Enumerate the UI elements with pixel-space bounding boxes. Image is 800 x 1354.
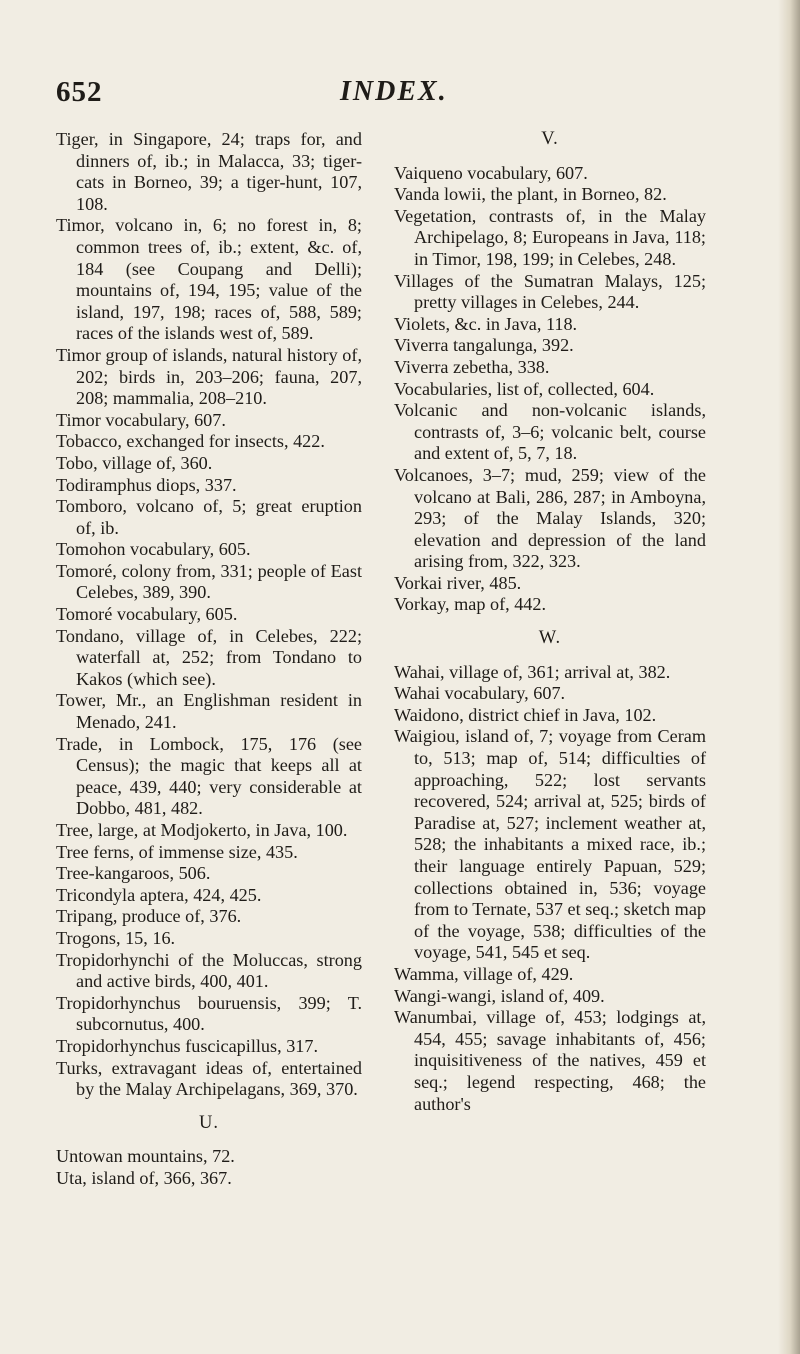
index-entry: Timor vocabulary, 607.	[56, 409, 226, 430]
page-number: 652	[56, 76, 103, 108]
index-entry: Wangi-wangi, island of, 409.	[394, 985, 605, 1006]
index-entry: Tomohon vocabulary, 605.	[56, 539, 251, 560]
index-entry: Timor group of islands, natural history of, 202; birds in, 203–206; fauna, 207, 208; mammalia, 208–210.	[56, 344, 362, 409]
index-entry: Wahai, village of, 361; arrival at, 382.	[394, 661, 671, 682]
page-edge-shadow	[778, 0, 800, 1354]
index-entry: Tricondyla aptera, 424, 425.	[56, 884, 262, 905]
index-entry: Viverra tangalunga, 392.	[394, 335, 574, 356]
right-column	[394, 129, 706, 1115]
index-entry: Tiger, in Singapore, 24; traps for, and dinners of, ib.; in Malacca, 33; tiger-cats in Borneo, 39; a tiger-hunt, 107, 108.	[56, 129, 362, 214]
index-entry: Vorkay, map of, 442.	[394, 594, 547, 615]
index-entry: Tomoré vocabulary, 605.	[56, 604, 238, 625]
index-entry: Waidono, district chief in Java, 102.	[394, 704, 657, 725]
section-heading-w: W.	[538, 628, 562, 649]
index-entry: Tobacco, exchanged for insects, 422.	[56, 431, 325, 452]
index-entry: Vorkai river, 485.	[394, 572, 522, 593]
index-entry: Vocabularies, list of, collected, 604.	[394, 378, 655, 399]
index-entry: Timor, volcano in, 6; no forest in, 8; common trees of, ib.; extent, &c. of, 184 (see Coupang and Delli); mountains of, 194, 195; value of the island, 197, 198; races of, 588, 589; races of the islands west of, 589.	[56, 215, 362, 344]
index-entry: Tomboro, volcano of, 5; great eruption of, ib.	[56, 496, 362, 538]
index-entry: Wahai vocabulary, 607.	[394, 683, 566, 704]
index-entry: Volcanoes, 3–7; mud, 259; view of the volcano at Bali, 286, 287; in Amboyna, 293; of the Malay Islands, 320; elevation and depression of the land arising from, 322, 323.	[394, 464, 706, 572]
running-title: INDEX.	[340, 76, 448, 107]
index-entry: Tripang, produce of, 376.	[56, 906, 242, 927]
index-entry: Vaiqueno vocabulary, 607.	[394, 162, 588, 183]
index-entry: Wamma, village of, 429.	[394, 963, 574, 984]
index-entry: Wanumbai, village of, 453; lodgings at, 454, 455; savage inhabitants of, 456; inquisitiveness of the natives, 459 et seq.; legend respecting, 468; the author's	[394, 1007, 706, 1114]
index-entry: Vegetation, contrasts of, in the Malay Archipelago, 8; Europeans in Java, 118; in Timor, 198, 199; in Celebes, 248.	[394, 205, 706, 269]
index-entry: Volcanic and non-volcanic islands, contrasts of, 3–6; volcanic belt, course and extent of, 5, 7, 18.	[394, 400, 706, 464]
index-entry: Tree ferns, of immense size, 435.	[56, 841, 298, 862]
index-entry: Todiramphus diops, 337.	[56, 474, 237, 495]
index-entry: Uta, island of, 366, 367.	[56, 1167, 232, 1188]
index-entry: Tobo, village of, 360.	[56, 452, 213, 473]
index-entry: Viverra zebetha, 338.	[394, 356, 550, 377]
index-entry: Tropidorhynchus bouruensis, 399; T. subcornutus, 400.	[56, 992, 362, 1035]
index-entry: Trade, in Lombock, 175, 176 (see Census); the magic that keeps all at peace, 439, 440; very considerable at Dobbo, 481, 482.	[56, 733, 362, 819]
index-entry: Tree-kangaroos, 506.	[56, 863, 211, 884]
index-entry: Waigiou, island of, 7; voyage from Ceram to, 513; map of, 514; difficulties of approaching, 522; lost servants recovered, 524; arrival at, 525; birds of Paradise at, 527; inclement weather at, 528; the inhabitants a mixed race, ib.; their language entirely Papuan, 529; collections obtained in, 536; voyage from to Ternate, 537 et seq.; sketch map of the voyage, 538; difficulties of the voyage, 541, 545 et seq.	[394, 726, 706, 963]
left-column	[56, 129, 362, 1190]
section-heading-u: U.	[199, 1112, 219, 1133]
page-header	[56, 76, 744, 116]
section-heading-v: V.	[541, 129, 559, 149]
index-entry: Tree, large, at Modjokerto, in Java, 100.	[56, 820, 348, 840]
index-entry: Villages of the Sumatran Malays, 125; pretty villages in Celebes, 244.	[394, 270, 706, 313]
index-entry: Tropidorhynchi of the Moluccas, strong and active birds, 400, 401.	[56, 949, 362, 992]
index-entry: Turks, extravagant ideas of, entertained by the Malay Archipelagans, 369, 370.	[56, 1057, 362, 1100]
index-entry: Tondano, village of, in Celebes, 222; waterfall at, 252; from Tondano to Kakos (which see).	[56, 625, 362, 689]
index-entry: Tropidorhynchus fuscicapillus, 317.	[56, 1035, 319, 1056]
index-entry: Violets, &c. in Java, 118.	[394, 313, 578, 334]
index-entry: Vanda lowii, the plant, in Borneo, 82.	[394, 184, 667, 205]
index-entry: Tower, Mr., an Englishman resident in Menado, 241.	[56, 690, 362, 733]
index-entry: Untowan mountains, 72.	[56, 1146, 235, 1167]
index-entry: Trogons, 15, 16.	[56, 927, 176, 948]
index-entry: Tomoré, colony from, 331; people of East Celebes, 389, 390.	[56, 560, 362, 603]
